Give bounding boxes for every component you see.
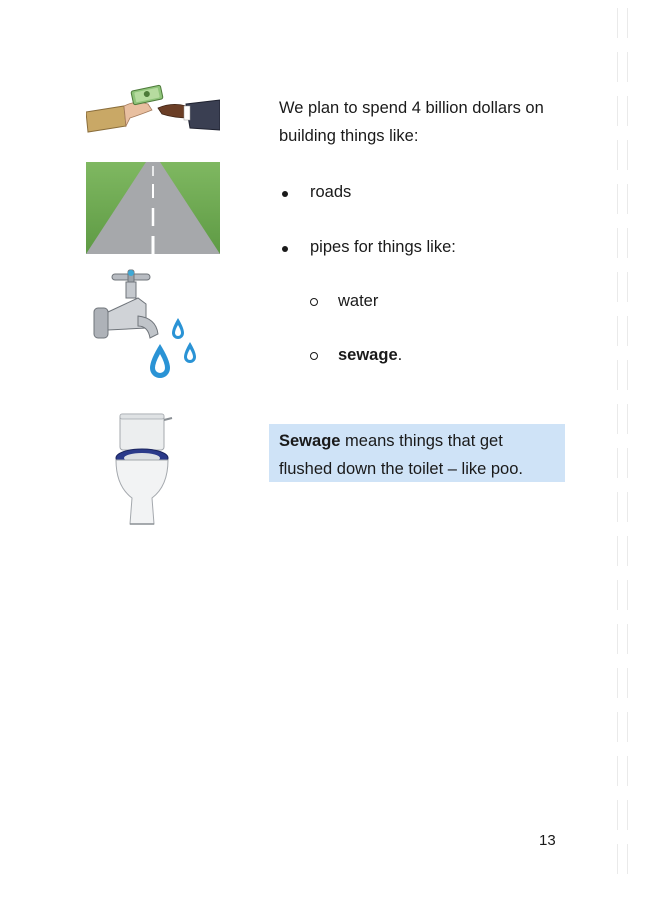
intro-text: We plan to spend 4 billion dollars on building things like: (279, 99, 544, 145)
road-icon (86, 162, 220, 254)
sub-bullet-label-rest: . (397, 346, 403, 364)
bullet-label: pipes for things like: (310, 238, 456, 256)
money-handover-icon (86, 82, 220, 136)
sub-bullet-label (338, 345, 402, 365)
callout-term: Sewage (279, 432, 341, 450)
sub-bullet-label: water (338, 292, 379, 310)
sub-bullet-bold-term: sewage (338, 346, 398, 364)
definition-callout (269, 424, 565, 482)
toilet-icon (110, 412, 176, 528)
callout-definition: means things that get flushed down the toilet – like poo. (279, 432, 523, 478)
bullet-dot-icon (282, 182, 288, 202)
bullet-dot-icon (282, 237, 288, 257)
sub-bullet-circle-icon (310, 345, 318, 365)
sub-bullet-circle-icon (310, 291, 318, 311)
bullet-label: roads (310, 183, 352, 201)
page-number: 13 (539, 832, 556, 849)
water-tap-icon (92, 268, 204, 384)
